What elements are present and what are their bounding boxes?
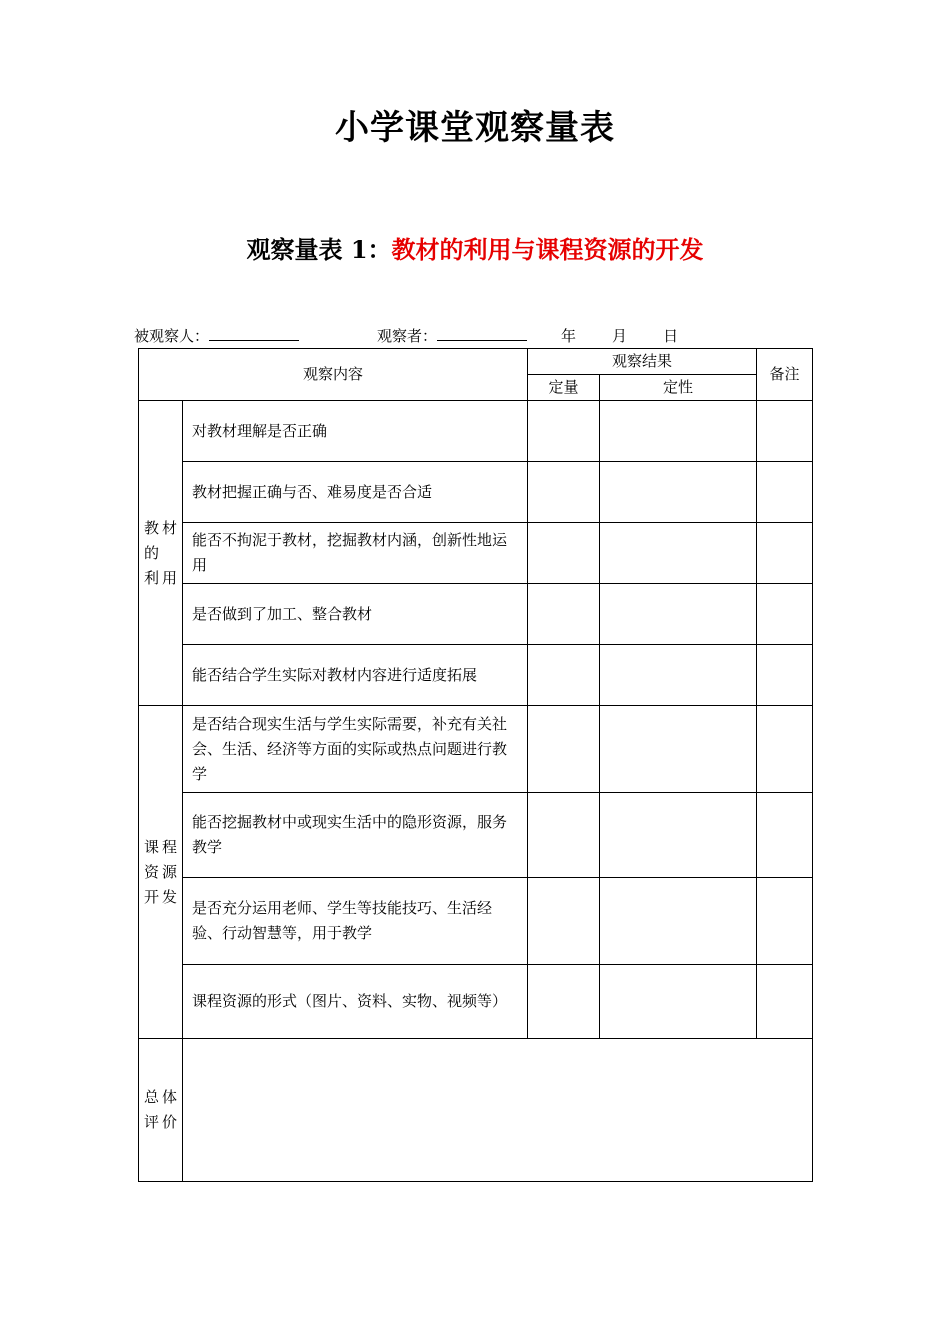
observed-label: 被观察人： xyxy=(134,327,210,345)
table-subtitle xyxy=(0,230,950,265)
qualitative-cell[interactable] xyxy=(600,965,757,1039)
quantitative-cell[interactable] xyxy=(528,878,600,965)
category-line: 开发 xyxy=(144,887,181,906)
remarks-cell[interactable] xyxy=(757,584,813,645)
qualitative-cell[interactable] xyxy=(600,523,757,584)
quantitative-cell[interactable] xyxy=(528,645,600,706)
remarks-cell[interactable] xyxy=(757,965,813,1039)
subtitle-topic: 教材的利用与课程资源的开发 xyxy=(391,235,704,264)
qualitative-cell[interactable] xyxy=(600,878,757,965)
month-label: 月 xyxy=(612,327,628,345)
quantitative-cell[interactable] xyxy=(528,401,600,462)
overall-evaluation-cell[interactable] xyxy=(183,1039,813,1182)
table-row xyxy=(139,878,813,965)
category-line: 总体 xyxy=(144,1088,181,1106)
remarks-cell[interactable] xyxy=(757,401,813,462)
page-title: 小学课堂观察量表 xyxy=(335,108,615,148)
info-line xyxy=(134,325,678,346)
item-text: 能否结合学生实际对教材内容进行适度拓展 xyxy=(183,645,528,706)
category-line: 评价 xyxy=(144,1113,181,1131)
qualitative-cell[interactable] xyxy=(600,706,757,793)
table-row xyxy=(139,401,813,462)
item-text: 能否挖掘教材中或现实生活中的隐形资源，服务教学 xyxy=(183,793,528,878)
observer-label: 观察者： xyxy=(377,327,438,345)
observation-table xyxy=(138,348,813,1182)
category-line: 利用 xyxy=(144,568,181,587)
observed-blank[interactable] xyxy=(209,326,299,341)
table-row xyxy=(139,584,813,645)
item-text: 课程资源的形式（图片、资料、实物、视频等） xyxy=(183,965,528,1039)
header-content: 观察内容 xyxy=(139,349,528,401)
category-textbook-use xyxy=(139,401,183,706)
quantitative-cell[interactable] xyxy=(528,462,600,523)
table-row xyxy=(139,645,813,706)
subtitle-prefix: 观察量表 1： xyxy=(246,235,392,264)
remarks-cell[interactable] xyxy=(757,706,813,793)
remarks-cell[interactable] xyxy=(757,462,813,523)
qualitative-cell[interactable] xyxy=(600,462,757,523)
table-row xyxy=(139,706,813,793)
remarks-cell[interactable] xyxy=(757,645,813,706)
item-text: 教材把握正确与否、难易度是否合适 xyxy=(183,462,528,523)
remarks-cell[interactable] xyxy=(757,793,813,878)
year-label: 年 xyxy=(561,327,577,345)
quantitative-cell[interactable] xyxy=(528,793,600,878)
item-text: 是否结合现实生活与学生实际需要，补充有关社会、生活、经济等方面的实际或热点问题进行教学 xyxy=(183,706,528,793)
item-text: 是否充分运用老师、学生等技能技巧、生活经验、行动智慧等，用于教学 xyxy=(183,878,528,965)
table-row xyxy=(139,793,813,878)
header-quantitative: 定量 xyxy=(528,375,600,401)
header-result: 观察结果 xyxy=(528,349,757,375)
category-line: 课程 xyxy=(144,837,181,856)
qualitative-cell[interactable] xyxy=(600,645,757,706)
header-row xyxy=(139,349,813,375)
quantitative-cell[interactable] xyxy=(528,584,600,645)
day-label: 日 xyxy=(663,327,679,345)
header-qualitative: 定性 xyxy=(600,375,757,401)
category-line: 资源 xyxy=(144,862,181,881)
table-row xyxy=(139,523,813,584)
header-remarks: 备注 xyxy=(757,349,813,401)
remarks-cell[interactable] xyxy=(757,878,813,965)
table-row xyxy=(139,965,813,1039)
qualitative-cell[interactable] xyxy=(600,401,757,462)
qualitative-cell[interactable] xyxy=(600,584,757,645)
observer-blank[interactable] xyxy=(437,326,527,341)
quantitative-cell[interactable] xyxy=(528,523,600,584)
quantitative-cell[interactable] xyxy=(528,965,600,1039)
item-text: 对教材理解是否正确 xyxy=(183,401,528,462)
category-line: 的 xyxy=(144,543,163,562)
qualitative-cell[interactable] xyxy=(600,793,757,878)
summary-row xyxy=(139,1039,813,1182)
category-resource-development xyxy=(139,706,183,1039)
item-text: 能否不拘泥于教材，挖掘教材内涵，创新性地运用 xyxy=(183,523,528,584)
category-overall-evaluation xyxy=(139,1039,183,1182)
item-text: 是否做到了加工、整合教材 xyxy=(183,584,528,645)
remarks-cell[interactable] xyxy=(757,523,813,584)
category-line: 教材 xyxy=(144,518,181,537)
quantitative-cell[interactable] xyxy=(528,706,600,793)
table-row xyxy=(139,462,813,523)
